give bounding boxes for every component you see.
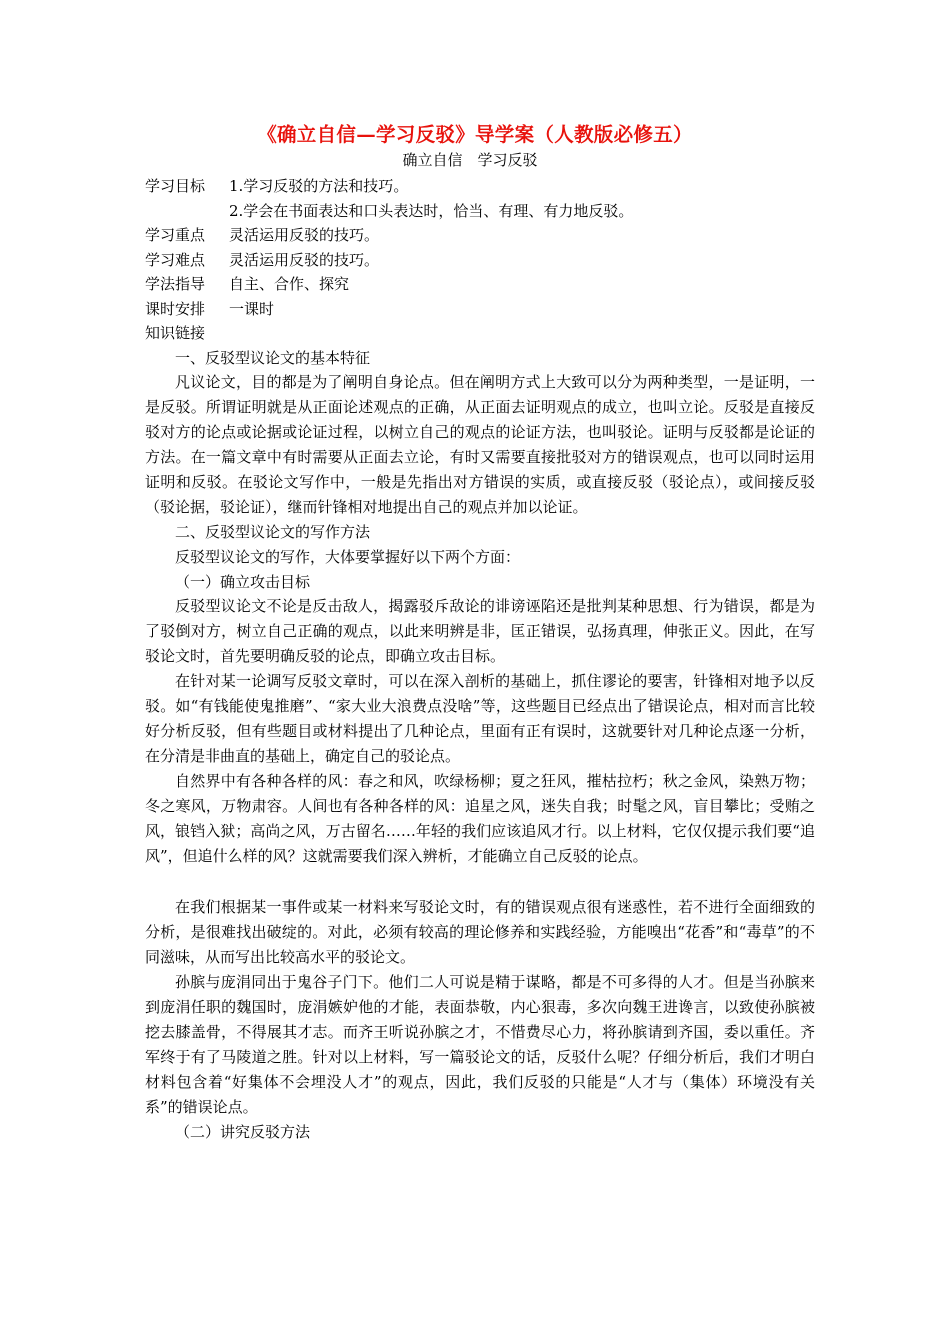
meta-label: 课时安排 <box>145 299 206 318</box>
subsection-2-heading: （二）讲究反驳方法 <box>175 1123 311 1141</box>
meta-row-schedule <box>145 297 815 322</box>
meta-row-method <box>145 272 815 297</box>
document-page <box>145 122 815 1145</box>
meta-label: 学习重点 <box>145 226 206 244</box>
meta-value: 一课时 <box>229 299 275 318</box>
paragraph: 反驳型议论文不论是反击敌人，揭露驳斥敌论的诽谤诬陷还是批判某种思想、行为错误，都是为了驳倒对方，树立自己正确的观点，以此来明辨是非，匡正错误，弘扬真理，伸张正义。因此，在写驳论文时，首先要明确反驳的论点，即确立攻击目标。 <box>145 597 815 665</box>
document-subtitle: 确立自信 学习反驳 <box>402 151 538 169</box>
meta-value: 灵活运用反驳的技巧。 <box>229 226 380 244</box>
meta-row-focus <box>145 223 815 248</box>
meta-label: 学法指导 <box>145 275 206 293</box>
paragraph: 自然界中有各种各样的风：春之和风，吹绿杨柳；夏之狂风，摧枯拉朽；秋之金风，染熟万物；冬之寒风，万物肃容。人间也有各种各样的风：追星之风，迷失自我；时髦之风，盲目攀比；受贿之风，锒铛入狱；高尚之风，万古留名……年轻的我们应该追风才行。以上材料，它仅仅提示我们要“追风”，但追什么样的风？这就需要我们深入辨析，才能确立自己反驳的论点。 <box>145 772 815 865</box>
meta-value: 自主、合作、探究 <box>229 275 350 293</box>
section-2-intro: 反驳型议论文的写作，大体要掌握好以下两个方面： <box>175 547 521 566</box>
section-2-heading: 二、反驳型议论文的写作方法 <box>175 523 371 541</box>
blank-line <box>145 869 815 895</box>
meta-label: 知识链接 <box>145 324 206 342</box>
paragraph: 在我们根据某一事件或某一材料来写驳论文时，有的错误观点很有迷惑性，若不进行全面细致的分析，是很难找出破绽的。对此，必须有较高的理论修养和实践经验，方能嗅出“花香”和“毒草”的不同滋味，从而写出比较高水平的驳论文。 <box>145 898 815 966</box>
section-1-paragraph: 凡议论文，目的都是为了阐明自身论点。但在阐明方式上大致可以分为两种类型，一是证明，一是反驳。所谓证明就是从正面论述观点的正确，从正面去证明观点的成立，也叫立论。反驳是直接反驳对方的论点或论据或论证过程，以树立自己的观点的论证方法，也叫驳论。证明与反驳都是论证的方法。在一篇文章中有时需要从正面去立论，有时又需要直接批驳对方的错误观点，也可以同时运用证明和反驳。在驳论文写作中，一般是先指出对方错误的实质，或直接反驳（驳论点），或间接反驳（驳论据，驳论证），继而针锋相对地提出自己的观点并加以论证。 <box>145 373 815 516</box>
meta-label: 学习目标 <box>145 177 206 195</box>
meta-row-difficulty <box>145 248 815 273</box>
meta-row-goal-1 <box>145 174 815 199</box>
subsection-1-heading: （一）确立攻击目标 <box>175 572 311 591</box>
document-title: 《确立自信—学习反驳》导学案（人教版必修五） <box>257 123 693 146</box>
meta-row-goal-2 <box>145 199 815 224</box>
meta-label: 学习难点 <box>145 250 206 269</box>
section-1-heading: 一、反驳型议论文的基本特征 <box>175 348 371 367</box>
meta-value: 2.学会在书面表达和口头表达时，恰当、有理、有力地反驳。 <box>229 201 634 220</box>
meta-value: 灵活运用反驳的技巧。 <box>229 250 380 269</box>
paragraph: 孙膑与庞涓同出于鬼谷子门下。他们二人可说是精于谋略，都是不可多得的人才。但是当孙膑来到庞涓任职的魏国时，庞涓嫉妒他的才能，表面恭敬，内心狠毒，多次向魏王进谗言，以致使孙膑被挖去膝盖骨，不得展其才志。而齐王听说孙膑之才，不惜费尽心力，将孙膑请到齐国，委以重任。齐军终于有了马陵道之胜。针对以上材料，写一篇驳论文的话，反驳什么呢？仔细分析后，我们才明白材料包含着“好集体不会埋没人才”的观点，因此，我们反驳的只能是“人才与（集体）环境没有关系”的错误论点。 <box>145 973 815 1116</box>
paragraph: 在针对某一论调写反驳文章时，可以在深入剖析的基础上，抓住谬论的要害，针锋相对地予以反驳。如“有钱能使鬼推磨”、“家大业大浪费点没啥”等，这些题目已经点出了错误论点，相对而言比较好分析反驳，但有些题目或材料提出了几种论点，里面有正有误时，这就要针对几种论点逐一分析，在分清是非曲直的基础上，确定自己的驳论点。 <box>145 672 815 765</box>
meta-row-knowledge <box>145 321 815 346</box>
meta-value: 1.学习反驳的方法和技巧。 <box>229 177 409 195</box>
